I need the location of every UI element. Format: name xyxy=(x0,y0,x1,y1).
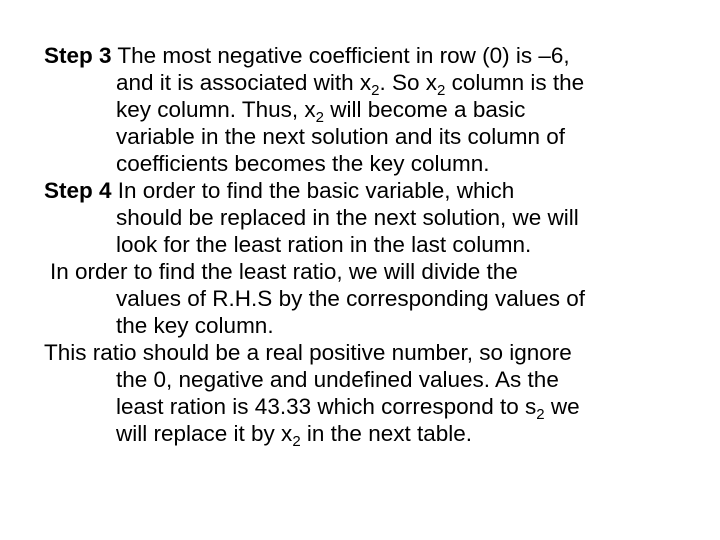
positive-text-3b: we xyxy=(544,394,580,419)
positive-line-1: This ratio should be a real positive number, so ignore xyxy=(44,340,572,365)
positive-text-3a: least ration is 43.33 which correspond to s xyxy=(116,394,537,419)
step4-text-1: In order to find the basic variable, which xyxy=(111,178,515,203)
positive-line-4 xyxy=(44,420,694,450)
subscript-2: 2 xyxy=(315,109,325,126)
step3-line-5: coefficients becomes the key column. xyxy=(116,151,490,176)
step3-text-2b: . So x xyxy=(379,70,437,95)
step3-text-2a: and it is associated with x xyxy=(116,70,372,95)
subscript-2: 2 xyxy=(536,406,545,423)
subscript-2: 2 xyxy=(371,82,380,99)
step3-text-3a: key column. Thus, x xyxy=(116,97,316,122)
step3-line-4: variable in the next solution and its column of xyxy=(116,124,566,149)
positive-text-4a: will replace it by x xyxy=(116,421,293,446)
ratio-line-2: values of R.H.S by the corresponding values of xyxy=(116,286,586,311)
step3-line-2 xyxy=(44,69,694,99)
step3-label: Step 3 xyxy=(44,43,112,68)
step4-line-1 xyxy=(44,177,694,204)
positive-text-4b: in the next table. xyxy=(300,421,473,446)
step3-text-1: The most negative coefficient in row (0) is –6, xyxy=(111,43,570,68)
subscript-2: 2 xyxy=(437,82,446,99)
step4-line-3: look for the least ration in the last column. xyxy=(116,232,532,257)
positive-line-3 xyxy=(44,393,694,423)
ratio-line-3: the key column. xyxy=(116,313,274,338)
step3-text-2c: column is the xyxy=(445,70,585,95)
subscript-2: 2 xyxy=(292,433,301,450)
step3-text-3b: will become a basic xyxy=(324,97,526,122)
ratio-line-1: In order to find the least ratio, we will divide the xyxy=(50,259,518,284)
slide-body xyxy=(44,42,694,450)
positive-line-2: the 0, negative and undefined values. As the xyxy=(116,367,559,392)
step3-line-3 xyxy=(44,96,694,126)
step4-line-2: should be replaced in the next solution, we will xyxy=(116,205,579,230)
step4-label: Step 4 xyxy=(44,178,112,203)
step3-line-1 xyxy=(44,42,694,69)
